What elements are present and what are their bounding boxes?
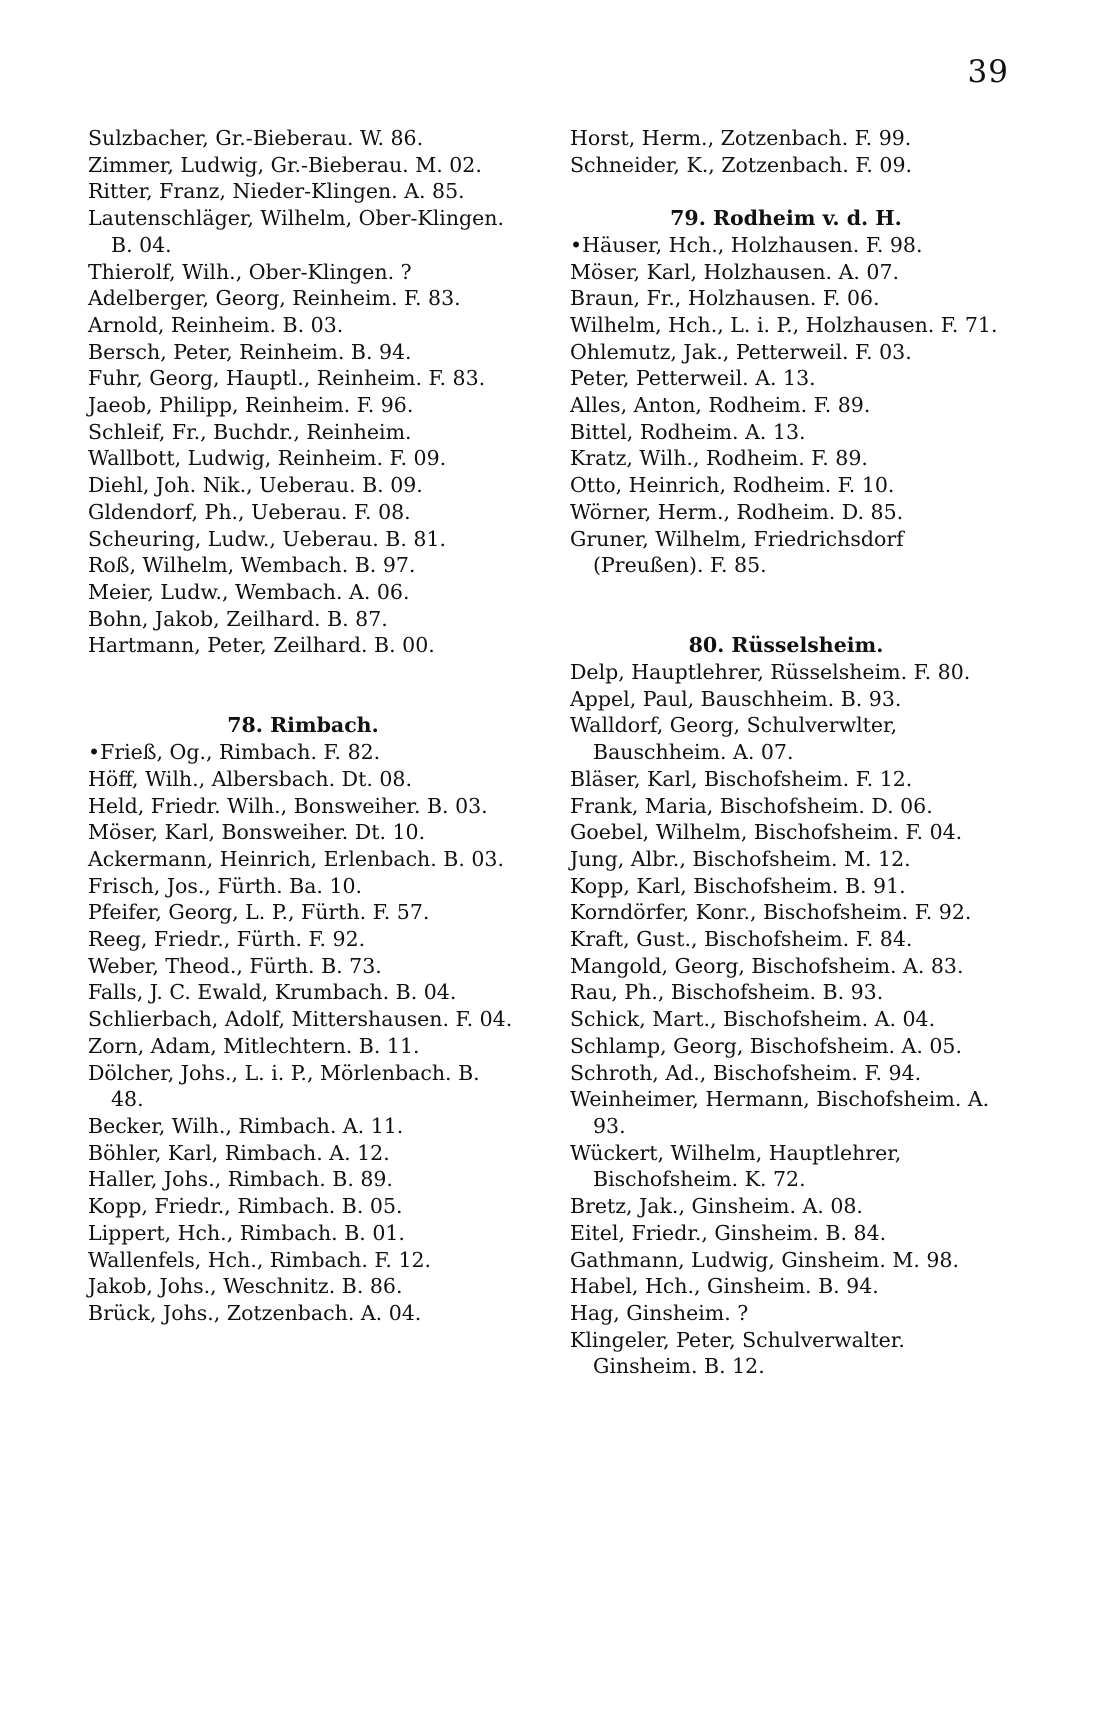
directory-entry: Kopp, Friedr., Rimbach. B. 05. (88, 1194, 403, 1219)
directory-entry: Habel, Hch., Ginsheim. B. 94. (570, 1274, 879, 1299)
directory-entry: Kopp, Karl, Bischofsheim. B. 91. (570, 873, 906, 898)
directory-entry: Falls, J. C. Ewald, Krumbach. B. 04. (88, 980, 457, 1005)
directory-entry: Wallbott, Ludwig, Reinheim. F. 09. (88, 446, 447, 471)
directory-entry: Haller, Johs., Rimbach. B. 89. (88, 1167, 393, 1192)
directory-entry: Kraft, Gust., Bischofsheim. F. 84. (570, 927, 913, 952)
directory-entry: Zimmer, Ludwig, Gr.-Bieberau. M. 02. (88, 152, 482, 177)
section-spacer (88, 659, 518, 712)
directory-entry: •Frieß, Og., Rimbach. F. 82. (88, 740, 381, 765)
directory-entry: Dölcher, Johs., L. i. P., Mörlenbach. B. 48. (88, 1060, 487, 1112)
directory-entry: Klingeler, Peter, Schulverwalter. Ginsheim. B. 12. (570, 1327, 912, 1379)
directory-entry: Weinheimer, Hermann, Bischofsheim. A. 93. (570, 1087, 996, 1138)
directory-entry: Walldorf, Georg, Schulverwlter, Bauschheim. A. 07. (570, 713, 904, 765)
directory-entry: Diehl, Joh. Nik., Ueberau. B. 09. (88, 473, 423, 498)
entry-list (88, 125, 518, 659)
directory-entry: Thierolf, Wilh., Ober-Klingen. ? (88, 259, 412, 284)
section-spacer (570, 178, 1002, 205)
directory-entry: Gldendorf, Ph., Ueberau. F. 08. (88, 499, 411, 524)
directory-entry: Gathmann, Ludwig, Ginsheim. M. 98. (570, 1247, 959, 1272)
directory-entry: Otto, Heinrich, Rodheim. F. 10. (570, 473, 895, 498)
directory-entry: Eitel, Friedr., Ginsheim. B. 84. (570, 1220, 887, 1245)
directory-entry: Bläser, Karl, Bischofsheim. F. 12. (570, 766, 913, 791)
directory-entry: Goebel, Wilhelm, Bischofsheim. F. 04. (570, 820, 963, 845)
directory-entry: Braun, Fr., Holzhausen. F. 06. (570, 286, 880, 311)
left-column (88, 125, 518, 1327)
section-heading: 78. Rimbach. (227, 713, 379, 738)
directory-entry: Wückert, Wilhelm, Hauptlehrer, Bischofsheim. K. 72. (570, 1140, 908, 1192)
directory-entry: Lautenschläger, Wilhelm, Ober-Klingen. B. 04. (88, 206, 511, 257)
right-column (570, 125, 1002, 1380)
directory-entry: Peter, Petterweil. A. 13. (570, 366, 816, 391)
directory-entry: Schick, Mart., Bischofsheim. A. 04. (570, 1007, 936, 1032)
directory-entry: Rau, Ph., Bischofsheim. B. 93. (570, 980, 884, 1005)
entry-list (570, 125, 1002, 178)
directory-entry: Ackermann, Heinrich, Erlenbach. B. 03. (88, 846, 504, 871)
page-number: 39 (967, 54, 1009, 90)
directory-entry: Bohn, Jakob, Zeilhard. B. 87. (88, 606, 388, 631)
entry-list (88, 739, 518, 1326)
directory-entry: Jakob, Johs., Weschnitz. B. 86. (88, 1274, 403, 1299)
directory-entry: Jaeob, Philipp, Reinheim. F. 96. (88, 393, 414, 418)
directory-entry: Reeg, Friedr., Fürth. F. 92. (88, 927, 366, 952)
directory-entry: Bersch, Peter, Reinheim. B. 94. (88, 339, 412, 364)
directory-entry: Meier, Ludw., Wembach. A. 06. (88, 579, 410, 604)
directory-entry: Held, Friedr. Wilh., Bonsweiher. B. 03. (88, 793, 488, 818)
directory-entry: Bretz, Jak., Ginsheim. A. 08. (570, 1194, 863, 1219)
directory-entry: Schroth, Ad., Bischofsheim. F. 94. (570, 1060, 922, 1085)
directory-entry: Korndörfer, Konr., Bischofsheim. F. 92. (570, 900, 972, 925)
section-heading: 80. Rüsselsheim. (688, 633, 884, 658)
directory-entry: Schlierbach, Adolf, Mittershausen. F. 04. (88, 1007, 513, 1032)
directory-entry: Hag, Ginsheim. ? (570, 1300, 749, 1325)
directory-entry: Pfeifer, Georg, L. P., Fürth. F. 57. (88, 900, 430, 925)
section-spacer (570, 579, 1002, 632)
directory-entry: Frisch, Jos., Fürth. Ba. 10. (88, 873, 363, 898)
directory-entry: •Häuser, Hch., Holzhausen. F. 98. (570, 232, 923, 257)
directory-entry: Delp, Hauptlehrer, Rüsselsheim. F. 80. (570, 660, 971, 685)
directory-entry: Ritter, Franz, Nieder-Klingen. A. 85. (88, 179, 465, 204)
directory-entry: Frank, Maria, Bischofsheim. D. 06. (570, 793, 933, 818)
directory-entry: Becker, Wilh., Rimbach. A. 11. (88, 1114, 404, 1138)
entry-list (570, 232, 1002, 579)
directory-entry: Horst, Herm., Zotzenbach. F. 99. (570, 126, 912, 150)
directory-entry: Höff, Wilh., Albersbach. Dt. 08. (88, 766, 412, 791)
directory-entry: Schleif, Fr., Buchdr., Reinheim. (88, 419, 412, 444)
directory-entry: Sulzbacher, Gr.-Bieberau. W. 86. (88, 126, 424, 150)
directory-entry: Schneider, K., Zotzenbach. F. 09. (570, 152, 913, 177)
directory-entry: Fuhr, Georg, Hauptl., Reinheim. F. 83. (88, 366, 486, 391)
entry-list (570, 659, 1002, 1380)
directory-entry: Zorn, Adam, Mitlechtern. B. 11. (88, 1033, 420, 1058)
directory-entry: Brück, Johs., Zotzenbach. A. 04. (88, 1300, 422, 1325)
directory-entry: Schlamp, Georg, Bischofsheim. A. 05. (570, 1033, 962, 1058)
directory-entry: Bittel, Rodheim. A. 13. (570, 419, 806, 444)
directory-entry: Wallenfels, Hch., Rimbach. F. 12. (88, 1247, 432, 1272)
directory-entry: Appel, Paul, Bauschheim. B. 93. (570, 686, 902, 711)
directory-entry: Scheuring, Ludw., Ueberau. B. 81. (88, 526, 446, 551)
directory-entry: Adelberger, Georg, Reinheim. F. 83. (88, 286, 461, 311)
directory-entry: Möser, Karl, Holzhausen. A. 07. (570, 259, 900, 284)
directory-entry: Möser, Karl, Bonsweiher. Dt. 10. (88, 820, 426, 845)
directory-entry: Weber, Theod., Fürth. B. 73. (88, 953, 382, 978)
directory-entry: Mangold, Georg, Bischofsheim. A. 83. (570, 953, 964, 978)
directory-entry: Wörner, Herm., Rodheim. D. 85. (570, 499, 904, 524)
directory-entry: Ohlemutz, Jak., Petterweil. F. 03. (570, 339, 912, 364)
section-heading: 79. Rodheim v. d. H. (670, 206, 902, 231)
directory-entry: Kratz, Wilh., Rodheim. F. 89. (570, 446, 868, 471)
directory-entry: Alles, Anton, Rodheim. F. 89. (570, 393, 871, 418)
directory-entry: Böhler, Karl, Rimbach. A. 12. (88, 1140, 390, 1165)
directory-entry: Lippert, Hch., Rimbach. B. 01. (88, 1220, 405, 1245)
directory-entry: Arnold, Reinheim. B. 03. (88, 312, 344, 337)
directory-entry: Wilhelm, Hch., L. i. P., Holzhausen. F. 71. (570, 312, 998, 337)
directory-entry: Gruner, Wilhelm, Friedrichsdorf (Preußen). F. 85. (570, 526, 911, 578)
directory-entry: Hartmann, Peter, Zeilhard. B. 00. (88, 633, 435, 658)
directory-entry: Jung, Albr., Bischofsheim. M. 12. (570, 846, 911, 871)
directory-entry: Roß, Wilhelm, Wembach. B. 97. (88, 553, 416, 578)
